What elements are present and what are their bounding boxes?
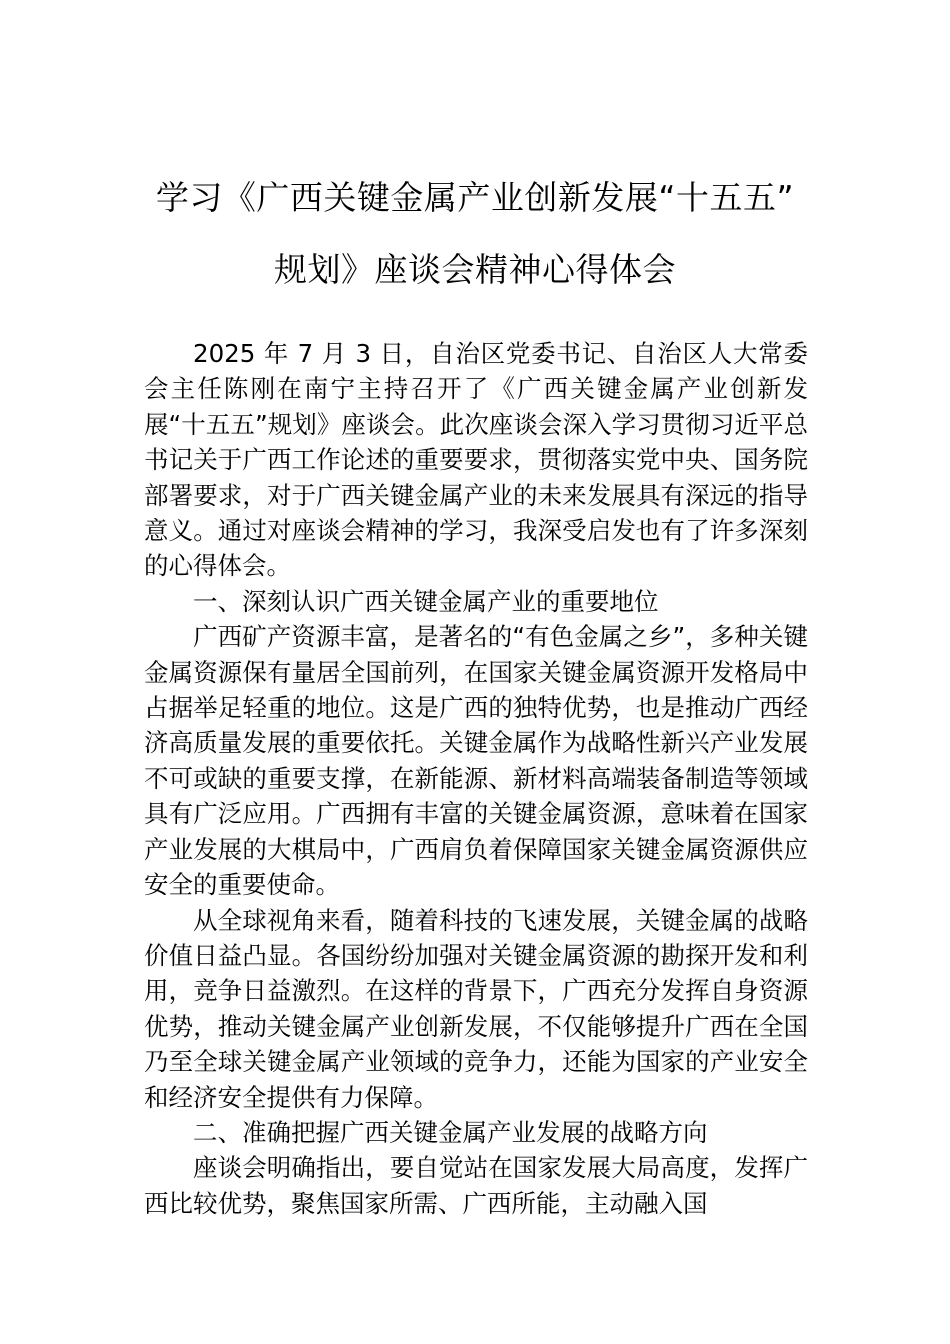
document-body <box>144 336 808 1221</box>
paragraph-2: 从全球视角来看，随着科技的飞速发展，关键金属的战略价值日益凸显。各国纷纷加强对关键金属资源的勘探开发和利用，竞争日益激烈。在这样的背景下，广西充分发挥自身资源优势，推动关键金属产业创新发展，不仅能够提升广西在全国乃至全球关键金属产业领域的竞争力，还能为国家的产业安全和经济安全提供有力保障。 <box>144 905 808 1112</box>
title-line-1: 学习《广西关键金属产业创新发展“十五五” <box>155 178 795 217</box>
section-heading-2: 二、准确把握广西关键金属产业发展的战略方向 <box>193 1117 708 1147</box>
section-heading-1: 一、深刻认识广西关键金属产业的重要地位 <box>193 586 659 616</box>
title-line-2: 规划》座谈会精神心得体会 <box>274 250 676 289</box>
paragraph-1: 广西矿产资源丰富，是著名的“有色金属之乡”，多种关键金属资源保有量居全国前列，在国家关键金属资源开发格局中占据举足轻重的地位。这是广西的独特优势，也是推动广西经济高质量发展的重要依托。关键金属作为战略性新兴产业发展不可或缺的重要支撑，在新能源、新材料高端装备制造等领域具有广泛应用。广西拥有丰富的关键金属资源，意味着在国家产业发展的大棋局中，广西肩负着保障国家关键金属资源供应安全的重要使命。 <box>144 622 808 900</box>
paragraph-intro: 2025 年 7 月 3 日，自治区党委书记、自治区人大常委会主任陈刚在南宁主持召开了《广西关键金属产业创新发展“十五五”规划》座谈会。此次座谈会深入学习贯彻习近平总书记关于广西工作论述的重要要求，贯彻落实党中央、国务院部署要求，对于广西关键金属产业的未来发展具有深远的指导意义。通过对座谈会精神的学习，我深受启发也有了许多深刻的心得体会。 <box>144 339 808 581</box>
paragraph-3: 座谈会明确指出，要自觉站在国家发展大局高度，发挥广西比较优势，聚焦国家所需、广西所能，主动融入国 <box>144 1153 808 1218</box>
